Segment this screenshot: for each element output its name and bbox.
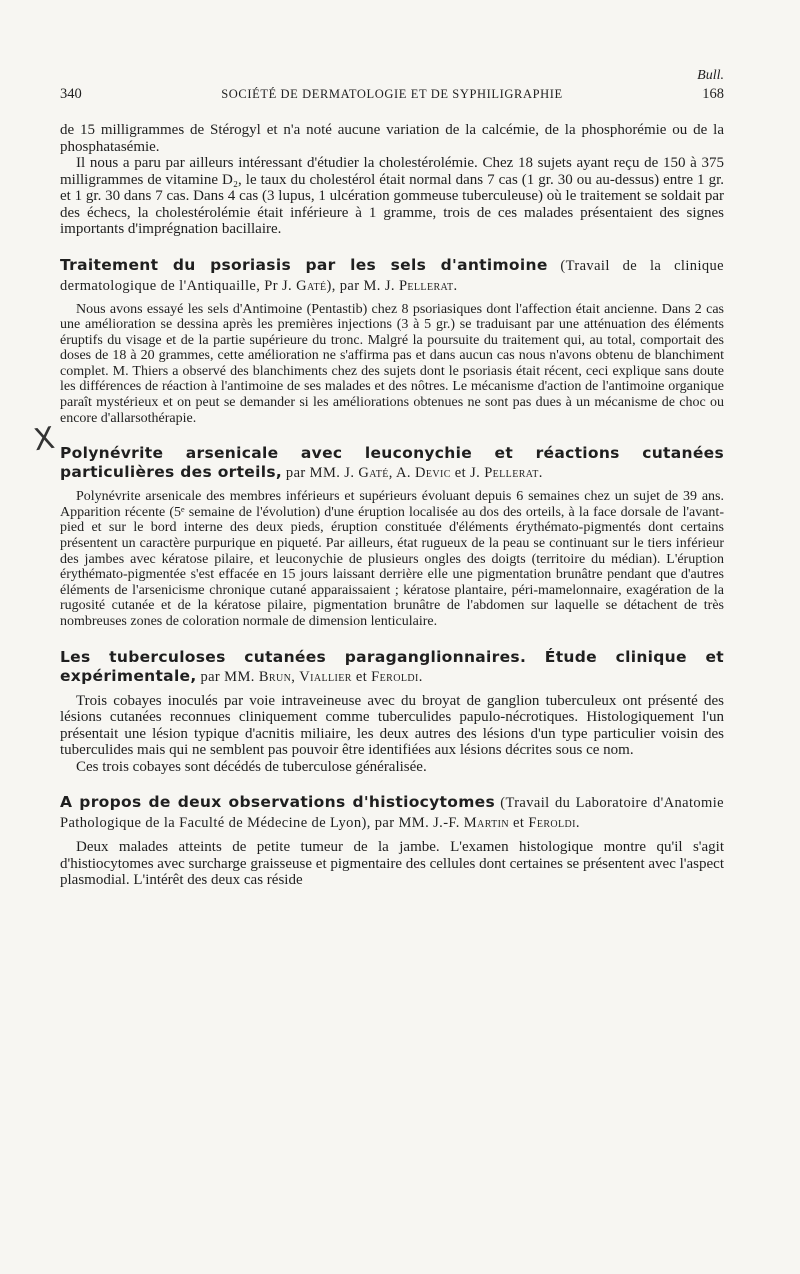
section-body-2: Ces trois cobayes sont décédés de tuberculose généralisée. xyxy=(76,758,427,775)
section-heading xyxy=(60,793,724,833)
issue-number: 168 xyxy=(702,85,724,102)
bulletin-label: Bull. xyxy=(697,68,724,83)
section-body: Nous avons essayé les sels d'Antimoine (Pentastib) chez 8 psoriasiques dont l'affection était ancienne. Dans 2 cas une amélioration se dessina après les premières injections (3 à 5 gr.) se traduisant par une atténuation des éléments éruptifs du visage et de la partie supérieure du tronc. Malgré la poursuite du traitement qui, au total, comportait des doses de 18 à 20 grammes, cette amélioration ne s'affirma pas et dans aucun cas nous n'avons obtenu de blanchiment complet. M. Thiers a observé des blanchiments chez des sujets dont le psoriasis était récent, ceci explique sans doute les différences de réaction à l'antimoine de ses malades et des nôtres. Le mécanisme d'action de l'antimoine organique paraît mystérieux et on peut se demander si les améliorations obtenues ne sont pas dues à un mécanisme de choc ou encore d'allarsothérapie. xyxy=(60,301,724,426)
handwritten-cross-mark: X xyxy=(31,420,57,459)
section-heading xyxy=(60,648,724,687)
section-title: Les tuberculoses cutanées paraganglionnaires. Étude clinique et expérimentale, xyxy=(60,647,724,685)
section-byline: par MM. J. Gaté, A. Devic et J. Pellerat. xyxy=(285,465,543,482)
intro-paragraph-2: Il nous a paru par ailleurs intéressant d'étudier la cholestérolémie. Chez 18 sujets ayant reçu de 150 à 375 milligrammes de vitamine D₂, le taux du cholestérol était normal dans 7 cas (1 gr. 30 ou au-dessus) entre 1 gr. et 1 gr. 30 dans 7 cas. Dans 4 cas (3 lupus, 1 ulcération gommeuse tuberculeuse) où le traitement se soldait par des échecs, la cholestérolémie était inférieure à 1 gramme, trois de ces malades présentaient des signes importants d'imprégnation bacillaire. xyxy=(60,155,724,237)
document-page xyxy=(31,60,725,889)
section-title: Traitement du psoriasis par les sels d'antimoine xyxy=(60,255,548,274)
section-body: Deux malades atteints de petite tumeur de la jambe. L'examen histologique montre qu'il s'agit d'histiocytomes avec surcharge graisseuse et pigmentaire des cellules dont certaines se présentent avec l'aspect plasmodial. L'intérêt des deux cas réside xyxy=(60,839,724,889)
section-heading xyxy=(31,420,724,483)
page-header xyxy=(60,80,724,108)
section-byline: (Travail du Laboratoire d'Anatomie Pathologique de la Faculté de Médecine de Lyon), par MM. J.-F. Martin et Feroldi. xyxy=(60,795,724,832)
page-number: 340 xyxy=(60,85,82,102)
running-title: SOCIÉTÉ DE DERMATOLOGIE ET DE SYPHILIGRAPHIE xyxy=(221,86,563,101)
section-byline: (Travail de la clinique dermatologique de l'Antiquaille, Pr J. Gaté), par M. J. Pellerat. xyxy=(60,257,725,294)
section-title: Polynévrite arsenicale avec leuconychie et réactions cutanées particulières des orteils, xyxy=(60,444,724,482)
section-byline: par MM. Brun, Viallier et Feroldi. xyxy=(200,668,423,685)
section-body: Trois cobayes inoculés par voie intraveineuse avec du broyat de ganglion tuberculeux ont présenté des lésions cutanées reconnues cliniquement comme tuberculides papulo-nécrotiques. Histologiquement l'un présentait une lésion typique d'acnitis miliaire, les deux autres des lésions d'un type particulier voisin des tuberculides mais qui ne semblent pas pouvoir être identifiées aux lésions décrites sous ce nom. xyxy=(60,692,724,759)
section-title: A propos de deux observations d'histiocytomes xyxy=(60,793,496,812)
intro-paragraph-1: de 15 milligrammes de Stérogyl et n'a noté aucune variation de la calcémie, de la phosphorémie ou de la phosphatasémie. xyxy=(60,122,724,155)
section-heading xyxy=(60,256,724,296)
section-body: Polynévrite arsenicale des membres inférieurs et supérieurs évoluant depuis 6 semaines chez un sujet de 39 ans. Apparition récente (5ᵉ semaine de l'évolution) d'une éruption localisée au dos des orteils, à la face dorsale de l'avant-pied et sur le bord interne des deux pieds, éruption constituée d'éléments érythémato-pigmentés dont certains présentent un caractère purpurique en piqueté. Par ailleurs, état rugueux de la peau se continuant sur le tiers inférieur des jambes avec kératose pilaire, et leuconychie de plusieurs ongles des doigts (territoire du médian). L'éruption érythémato-pigmentée s'est effacée en 15 jours laissant derrière elle une pigmentation brunâtre pendant que d'autres éléments de l'arsenicisme chronique cutané apparaissaient ; kératose plantaire, péri-mamelonnaire, exagération de la rugosité cutanée et de la kératose pilaire, pigmentation brunâtre de l'abdomen sur laquelle se détachent de très nombreuses zones de coloration normale de dimension lenticulaire. xyxy=(60,489,724,629)
